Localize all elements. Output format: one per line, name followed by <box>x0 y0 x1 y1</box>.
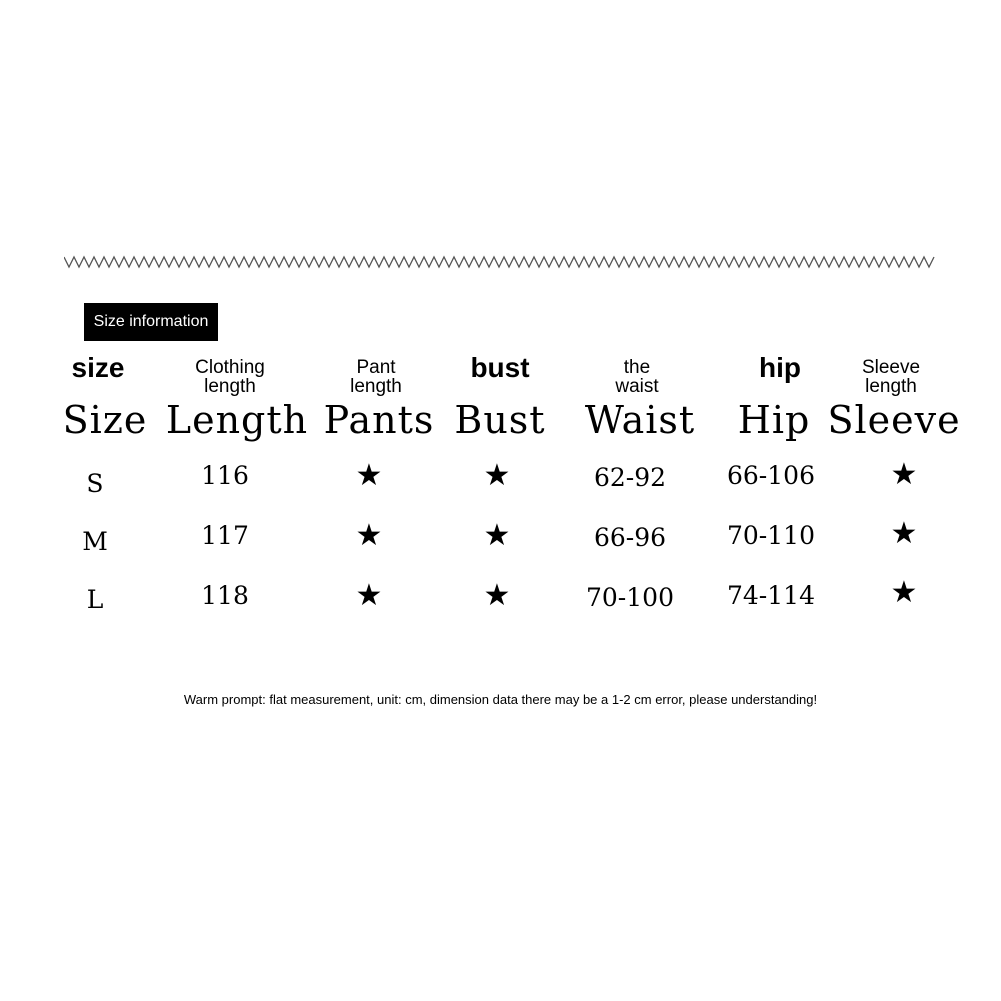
row-m-waist: 66-96 <box>593 523 667 552</box>
row-s-bust-star: ★ <box>483 458 511 493</box>
row-s-length: 116 <box>201 461 249 490</box>
row-l-waist: 70-100 <box>586 583 674 612</box>
header-en-bust: bust <box>470 352 530 383</box>
header-en-sleeve-length: Sleeve length <box>861 357 921 397</box>
header-en-size: size <box>71 352 125 383</box>
header-title-bust: Bust <box>454 398 546 442</box>
header-title-size: Size <box>62 398 148 442</box>
zigzag-divider <box>64 255 936 269</box>
header-en-pant-length: Pant length <box>350 357 402 397</box>
row-m-pants-star: ★ <box>355 518 383 553</box>
row-m-size: M <box>82 527 108 556</box>
row-l-length: 118 <box>201 581 249 610</box>
header-title-pants: Pants <box>323 398 435 442</box>
header-title-waist: Waist <box>584 398 696 442</box>
row-s-sleeve-star: ★ <box>890 457 918 492</box>
header-title-sleeve: Sleeve <box>827 398 961 442</box>
row-m-bust-star: ★ <box>483 518 511 553</box>
row-l-bust-star: ★ <box>483 578 511 613</box>
header-title-hip: Hip <box>737 398 811 442</box>
header-en-clothing-length: Clothing length <box>195 357 265 397</box>
size-information-badge: Size information <box>84 303 218 341</box>
row-m-hip: 70-110 <box>727 521 815 550</box>
header-en-the-waist: the waist <box>615 357 659 397</box>
row-s-pants-star: ★ <box>355 458 383 493</box>
row-s-hip: 66-106 <box>727 461 815 490</box>
row-l-sleeve-star: ★ <box>890 575 918 610</box>
row-s-size: S <box>86 469 104 498</box>
row-m-length: 117 <box>201 521 249 550</box>
measurement-note: Warm prompt: flat measurement, unit: cm, dimension data there may be a 1-2 cm error, please understanding! <box>183 692 818 707</box>
row-m-sleeve-star: ★ <box>890 516 918 551</box>
row-s-waist: 62-92 <box>593 463 667 492</box>
header-en-hip: hip <box>759 352 801 383</box>
row-l-pants-star: ★ <box>355 578 383 613</box>
row-l-hip: 74-114 <box>727 581 815 610</box>
header-title-length: Length <box>165 398 309 442</box>
row-l-size: L <box>86 585 104 614</box>
